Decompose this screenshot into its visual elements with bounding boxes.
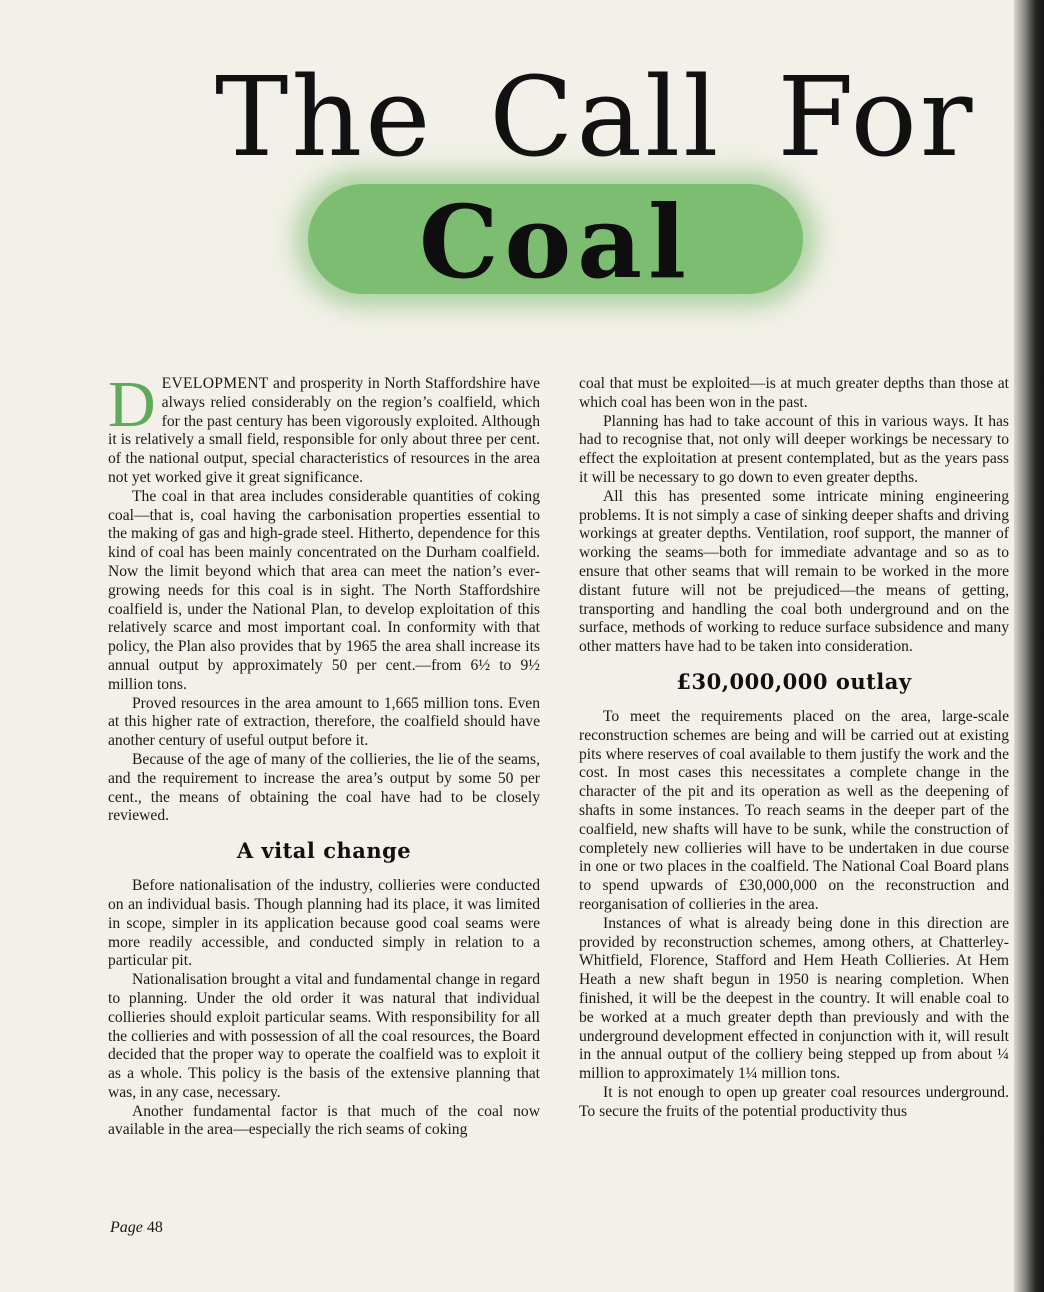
right-paragraph-3: All this has presented some intricate mining engineering problems. It is not simply a case of sinking deeper shafts and driving workings at greater depths. Ventilation, roof support, the manner of working the seams—both for immediate advantage and so as to ensure that other seams that will remain to be worked in the more distant future will not be prejudiced—the means of getting, transporting and handling the coal both underground and on the surface, methods of working to reduce surface subsidence and many other matters have had to be taken into consideration. xyxy=(579,487,1009,656)
left-paragraph-7: Another fundamental factor is that much of the coal now available in the area—especially the rich seams of coking xyxy=(108,1102,540,1139)
left-paragraph-2: The coal in that area includes considerable quantities of coking coal—that is, coal having the carbonisation properties essential to the making of gas and high-grade steel. Hitherto, dependence for this kind of coal has been mainly concentrated on the Durham coalfield. Now the limit beyond which that area can meet the nation’s ever-growing needs for this coal is in sight. The North Staffordshire coalfield is, under the National Plan, to develop exploitation of this relatively scarce and most important coal. In conformity with that policy, the Plan also provides that by 1965 the area shall increase its annual output by approximately 50 per cent.—from 6½ to 9½ million tons. xyxy=(108,487,540,693)
page-footer xyxy=(110,1219,163,1237)
right-paragraph-2: Planning has had to take account of this in various ways. It has had to recognise that, not only will deeper workings be necessary to effect the exploitation at present contemplated, but as the years pass it will be necessary to go down to even greater depths. xyxy=(579,412,1009,486)
left-paragraph-6: Nationalisation brought a vital and fundamental change in regard to planning. Under the old order it was natural that individual collieries should exploit particular seams. With responsibility for all the collieries and with possession of all the coal resources, the Board decided that the proper way to operate the coalfield was to exploit it as a whole. This policy is the basis of the extensive planning that was, in any case, necessary. xyxy=(108,971,540,1101)
right-paragraph-6: It is not enough to open up greater coal resources underground. To secure the fruits of the potential productivity thus xyxy=(579,1083,1009,1120)
right-paragraph-1: coal that must be exploited—is at much greater depths than those at which coal has been won in the past. xyxy=(579,375,1009,411)
left-column xyxy=(108,368,540,1140)
lead-word: EVELOPMENT xyxy=(161,375,269,392)
title-green-band xyxy=(308,183,803,301)
title-line-2: Coal xyxy=(418,183,693,301)
subhead-vital-change: A vital change xyxy=(236,838,412,864)
page-number: 48 xyxy=(146,1219,163,1236)
left-paragraph-4: Because of the age of many of the collieries, the lie of the seams, and the requirement to increase the area’s output by some 50 per cent., the means of obtaining the coal have had to be closely reviewed. xyxy=(108,750,540,825)
subhead-outlay: £30,000,000 outlay xyxy=(676,668,912,694)
left-paragraph-3: Proved resources in the area amount to 1,665 million tons. Even at this higher rate of extraction, therefore, the coalfield should have another century of useful output before it. xyxy=(108,694,540,750)
left-paragraph-5: Before nationalisation of the industry, collieries were conducted on an individual basis. Though planning had its place, it was limited in scope, simpler in its application because good coal seams were more readily accessible, and conducted simply in relation to a particular pit. xyxy=(108,877,540,970)
page-label: Page xyxy=(110,1219,143,1236)
right-paragraph-4: To meet the requirements placed on the area, large-scale reconstruction schemes are being and will be carried out at existing pits where reserves of coal available to them justify the work and the cost. In most cases this necessitates a complete change in the character of the pit and its operation as well as the deepening of shafts in some instances. To reach seams in the deeper part of the coalfield, new shafts will have to be sunk, while the construction of completely new collieries will have to be undertaken in due course in one or two places in the coalfield. The National Coal Board plans to spend upwards of £30,000,000 on the reconstruction and reorganisation of collieries in the area. xyxy=(579,707,1009,913)
title-line-1: The Call For xyxy=(215,53,976,181)
page-binding-edge xyxy=(1014,0,1044,1292)
paragraph-text: and prosperity in North Staffordshire have always relied considerably on the region’s coalfield, which for the past century has been vigorously exploited. Although it is relatively a small field, responsible for only about three per cent. of the national output, special characteristics of resources in the area not yet worked give it great significance. xyxy=(108,375,540,486)
left-paragraph-1 xyxy=(108,368,540,488)
right-column xyxy=(579,375,1009,1121)
drop-cap: D xyxy=(108,368,156,441)
right-paragraph-5: Instances of what is already being done in this direction are provided by reconstruction schemes, among others, at Chatterley-Whitfield, Florence, Stafford and Hem Heath Collieries. At Hem Heath a new shaft begun in 1950 is nearing completion. When finished, it will be the deepest in the country. It will enable coal to be worked at a much greater depth than previously and with the underground development effected in conjunction with it, will result in the annual output of the colliery being stepped up from about ¼ million to approximately 1¼ million tons. xyxy=(579,914,1009,1083)
